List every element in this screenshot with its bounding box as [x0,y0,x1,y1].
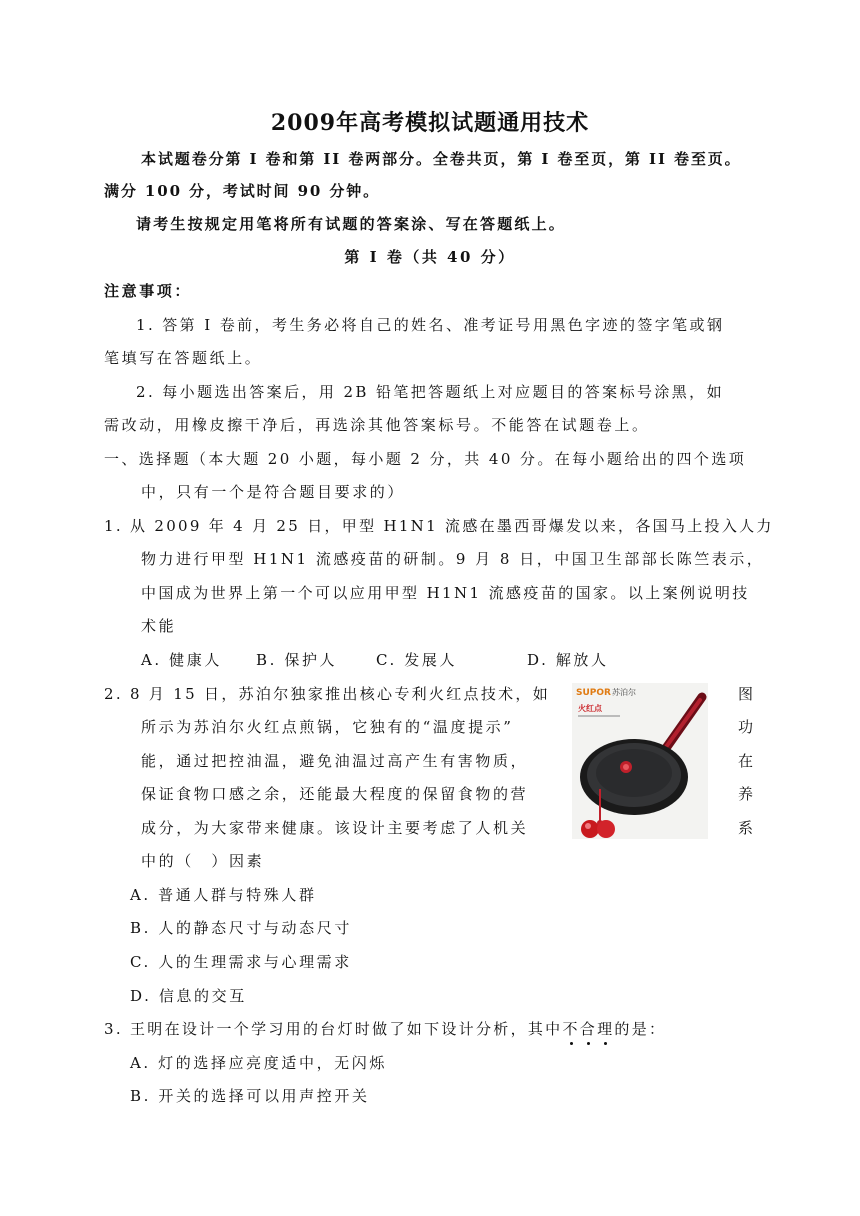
q1-line-1: 1. 从 2009 年 4 月 25 日，甲型 H1N1 流感在墨西哥爆发以来，各国马上投入人力 [104,517,774,535]
page-title: 2009年高考模拟试题通用技术 [270,110,590,136]
q2-right-char-5: 系 [738,819,754,837]
q2-right-char-3: 在 [738,752,754,770]
q2-right-char-4: 养 [738,785,754,803]
q2-line-2: 所示为苏泊尔火红点煎锅，它独有的“温度提示” [141,718,514,736]
note-2-line-2: 需改动，用橡皮擦干净后，再选涂其他答案标号。不能答在试题卷上。 [104,416,650,434]
part1-line-1: 一、选择题（本大题 20 小题，每小题 2 分，共 40 分。在每小题给出的四个选项 [104,450,747,468]
svg-text:SUPOR: SUPOR [576,688,611,698]
svg-text:火红点: 火红点 [578,704,602,713]
q1-option-c: C. 发展人 [376,651,458,669]
part1-line-2: 中，只有一个是符合题目要求的） [141,483,406,501]
q1-line-4: 术能 [141,617,177,635]
q1-option-d: D. 解放人 [527,651,609,669]
q2-option-c: C. 人的生理需求与心理需求 [130,953,352,971]
q2-right-char-1: 图 [738,685,754,703]
note-1-line-2: 笔填写在答题纸上。 [104,349,263,367]
q3-option-a: A. 灯的选择应亮度适中，无闪烁 [130,1054,387,1072]
q1-line-3: 中国成为世界上第一个可以应用甲型 H1N1 流感疫苗的国家。以上案例说明技 [141,584,750,602]
q3-stem-before: 3. 王明在设计一个学习用的台灯时做了如下设计分析，其中 [104,1020,563,1038]
notes-heading: 注意事项： [104,282,193,300]
q2-line-4: 保证食物口感之余，还能最大程度的保留食物的营 [141,785,529,803]
svg-text:苏泊尔: 苏泊尔 [612,688,636,697]
q3-option-b: B. 开关的选择可以用声控开关 [130,1087,370,1105]
q1-option-b: B. 保护人 [256,651,338,669]
q2-option-b: B. 人的静态尺寸与动态尺寸 [130,919,352,937]
q2-line-3: 能，通过把控油温，避免油温过高产生有害物质， [141,752,529,770]
intro-line-3: 请考生按规定用笔将所有试题的答案涂、写在答题纸上。 [136,215,567,233]
q1-line-2: 物力进行甲型 H1N1 流感疫苗的研制。9 月 8 日，中国卫生部部长陈竺表示， [141,550,765,568]
section-heading: 第 I 卷（共 40 分） [344,248,516,266]
frying-pan-image [572,683,708,839]
note-1-line-1: 1. 答第 I 卷前，考生务必将自己的姓名、准考证号用黑色字迹的签字笔或钢 [136,316,725,334]
q2-right-char-2: 功 [738,718,754,736]
intro-line-1: 本试题卷分第 I 卷和第 II 卷两部分。全卷共页，第 I 卷至页，第 II 卷至页。 [141,150,742,168]
q2-option-d: D. 信息的交互 [130,987,247,1005]
q1-option-a: A. 健康人 [141,651,222,669]
q2-line-6: 中的（ ）因素 [141,852,265,870]
note-2-line-1: 2. 每小题选出答案后，用 2B 铅笔把答题纸上对应题目的答案标号涂黑，如 [136,383,724,401]
q3-emphasis: 不合理 [562,1020,615,1038]
q3-stem [104,1018,666,1039]
q3-stem-after: 的是： [614,1020,667,1038]
intro-line-2: 满分 100 分，考试时间 90 分钟。 [104,182,381,200]
q2-line-5: 成分，为大家带来健康。该设计主要考虑了人机关 [141,819,529,837]
q2-line-1: 2. 8 月 15 日，苏泊尔独家推出核心专利火红点技术，如 [104,685,551,703]
q2-option-a: A. 普通人群与特殊人群 [130,886,317,904]
